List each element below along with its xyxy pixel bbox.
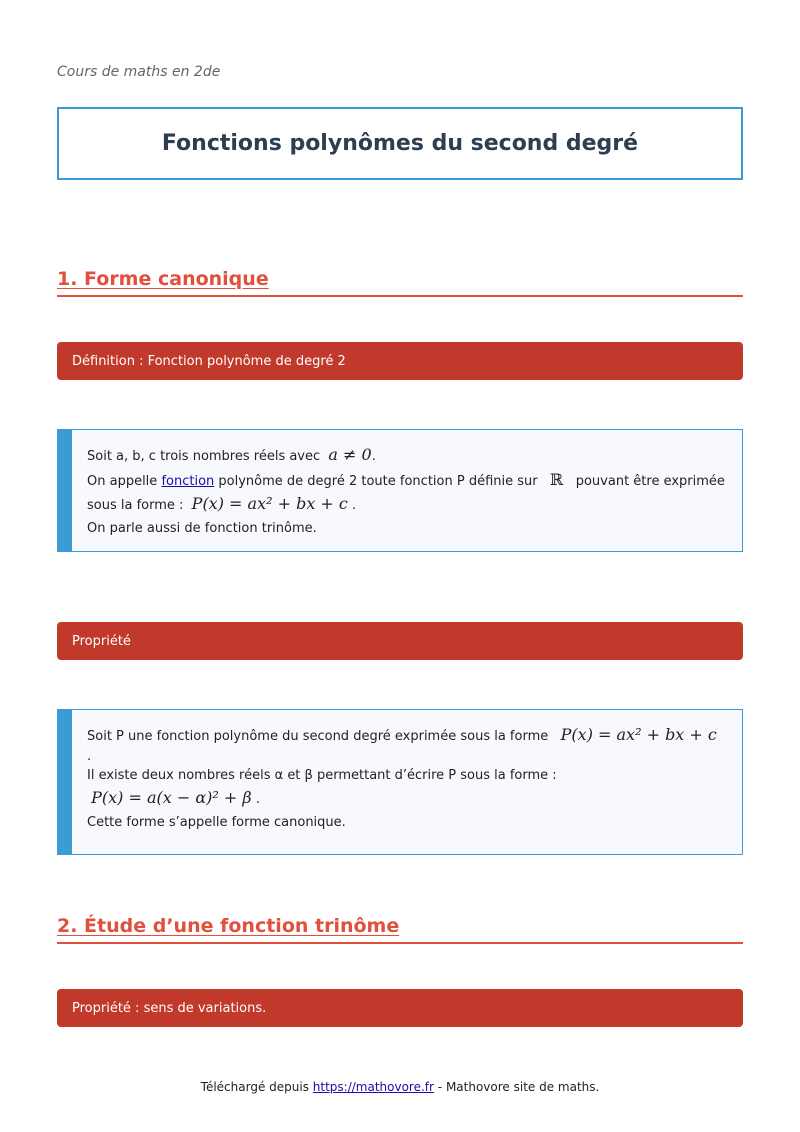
definition-bar xyxy=(57,342,743,380)
fonction-link[interactable]: fonction xyxy=(161,473,215,489)
property-bar xyxy=(57,622,743,660)
property-line-1: Soit P une fonction polynôme du second degré exprimée sous la forme P(x) = ax² + bx + c xyxy=(87,725,717,744)
definition-line-3: sous la forme : P(x) = ax² + bx + c . xyxy=(87,494,357,513)
math-canonical-form: P(x) = a(x − α)² + β xyxy=(91,788,252,807)
property-line-2: . xyxy=(87,748,92,764)
real-numbers-symbol: ℝ xyxy=(550,469,564,489)
variation-property-bar xyxy=(57,989,743,1027)
definition-bar-label: Définition : Fonction polynôme de degré 2 xyxy=(72,353,346,369)
section-heading-1: 1. Forme canonique xyxy=(57,268,743,297)
property-line-4: P(x) = a(x − α)² + β . xyxy=(91,788,260,807)
footer-link[interactable]: https://mathovore.fr xyxy=(312,1080,434,1094)
definition-line-4: On parle aussi de fonction trinôme. xyxy=(87,520,317,536)
title-box xyxy=(57,107,743,180)
page-title: Fonctions polynômes du second degré xyxy=(161,131,639,156)
property-box xyxy=(57,709,743,855)
property-line-5: Cette forme s’appelle forme canonique. xyxy=(87,814,346,830)
definition-box xyxy=(57,429,743,552)
variation-property-bar-label: Propriété : sens de variations. xyxy=(72,1000,267,1016)
definition-line-2: On appelle fonction polynôme de degré 2 toute fonction P définie sur ℝ pouvant être exprimée xyxy=(87,469,725,489)
section-heading-2: 2. Étude d’une fonction trinôme xyxy=(57,915,743,944)
course-subtitle: Cours de maths en 2de xyxy=(57,64,221,80)
math-polynomial-form: P(x) = ax² + bx + c xyxy=(191,494,348,513)
math-polynomial-form-2: P(x) = ax² + bx + c xyxy=(560,725,717,744)
footer: Téléchargé depuis https://mathovore.fr - Mathovore site de maths. xyxy=(200,1080,600,1094)
property-line-3: Il existe deux nombres réels α et β permettant d’écrire P sous la forme : xyxy=(87,767,557,783)
math-a-neq-0: a ≠ 0 xyxy=(328,445,372,464)
property-bar-label: Propriété xyxy=(72,633,131,649)
definition-line-1: Soit a, b, c trois nombres réels avec a ≠ 0. xyxy=(87,445,376,464)
